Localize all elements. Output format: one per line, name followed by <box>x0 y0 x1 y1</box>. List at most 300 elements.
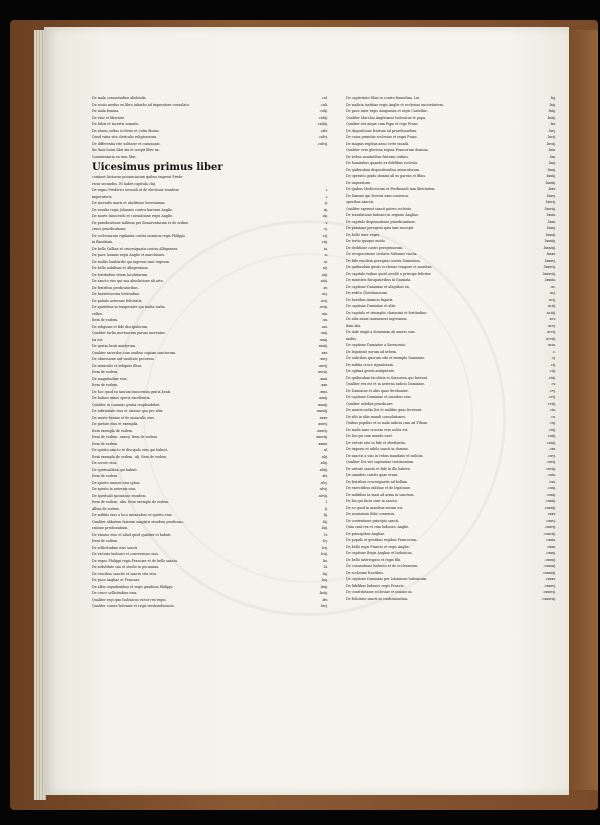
toc-entry-number: .cxxvij. <box>544 525 556 529</box>
toc-entry-title: De cruce sollicitudine eius. <box>92 591 138 595</box>
toc-entry-number: .ciiij. <box>547 375 556 380</box>
toc-entry-title: De captione Damiatae per Iohannem ludouicum. <box>346 577 428 581</box>
toc-entry-title: De praedicatione militum per Bonaventuram et de ordine. <box>92 220 190 225</box>
toc-entry-number: .cxj. <box>549 421 556 425</box>
toc-entry-title: Qualiter regi ipso ludouicus victor rex regni. <box>92 597 167 602</box>
toc-entry-number: .lxxj. <box>548 161 556 165</box>
toc-entry-number: .xxxv. <box>318 415 328 420</box>
toc-entry-number: .xxvj. <box>319 357 328 361</box>
toc-entry-title: De captivitate illius in contra ferandum. Lxi. <box>346 96 421 100</box>
toc-entry-number: .cxliij. <box>318 115 328 120</box>
toc-entry-number: .lxiij. <box>547 109 556 113</box>
toc-entry-number: .cxxxvj. <box>543 583 556 588</box>
toc-entry-number: .lvj. <box>321 539 328 543</box>
toc-entry-title: Quibus populus et in mala iudicia cum ad Filium. <box>346 421 429 425</box>
toc-entry-title: De bello nobilium et Albigensium. <box>92 266 149 270</box>
toc-entry-title: in flandriam. <box>92 240 114 244</box>
toc-entry-title: De contentione principis sancti. <box>346 518 400 523</box>
toc-entry-title: De fortitudine trium Iacobitarum. <box>92 272 149 277</box>
toc-entry-number: .xxxviij. <box>315 435 328 439</box>
toc-entry-number: .lxxxj. <box>546 226 556 230</box>
toc-entry-number: .xcvj. <box>547 323 556 328</box>
toc-entry-title: De spiritu iuniore eius iphus. <box>92 480 141 485</box>
toc-entry-title: Sic finis huius libri xix et incipit liber xx. <box>92 148 160 152</box>
toc-entry-number: .xxiij. <box>319 337 328 342</box>
toc-entry-number: .xxi. <box>321 324 328 329</box>
toc-entry-number: .lxviij. <box>545 141 556 146</box>
toc-entry-number: .xiiij. <box>319 279 328 283</box>
toc-entry-title: De regno Frederici secundi et de electione eiusdem <box>92 188 179 192</box>
toc-entry-title: De spiritualibus qui habuit. <box>92 467 138 472</box>
toc-entry-title: De pace Angliae et Franciae. <box>92 578 141 582</box>
toc-entry-number: .lxix. <box>548 148 556 152</box>
toc-entry-number: .lxxij. <box>547 167 556 172</box>
toc-entry-title: De albis cognitionibus et regis gaudium Philippi. <box>92 584 174 589</box>
toc-entry-number: .xliiij. <box>318 467 328 472</box>
toc-entry-title: De infirmitate eius et uisione qua pro aliis. <box>92 409 164 413</box>
toc-entry-title: De optima gentis antiquitate. <box>346 369 395 373</box>
toc-entry-title: De uirtute sancta et fide in illo habere. <box>346 466 411 471</box>
toc-entry-title: cruce praedicatione. <box>92 227 127 231</box>
toc-entry-title: De captione Damiatae et aliis. <box>346 304 397 308</box>
toc-entry-title: De translatione ludouici in regione Angliae. <box>346 213 419 217</box>
toc-entry-title: De reditu Christianorum. <box>346 291 389 295</box>
toc-entry-title: De bello Galliae et crucesignatis contra Albigenses. <box>92 246 179 251</box>
toc-entry-title: De Damiatae et aliis quae ferebantur. <box>346 388 409 393</box>
toc-entry-title: De captione Damiatae et aliquibus ea. <box>346 284 410 289</box>
toc-entry-number: .cxxj. <box>547 486 556 490</box>
toc-entry-number: .lxxiij. <box>545 174 556 178</box>
toc-entry-number: .cxxxj. <box>545 551 556 555</box>
toc-entry-number: .cxviij. <box>545 466 556 471</box>
toc-entry-number: .x. <box>324 253 328 257</box>
toc-entry-title: De eo quod in manibus eorum est. <box>346 505 404 510</box>
toc-entry-number: .xv. <box>322 285 328 290</box>
toc-entry-number: .xlviij. <box>317 493 328 498</box>
toc-entry-title: De magnitudine eius. <box>92 376 128 381</box>
toc-entry-title: De hominibus quando ex fidelibus ecclesia. <box>346 161 419 165</box>
toc-entry-title: De operatio gradu domini ab eo parens et filius. <box>346 174 427 178</box>
toc-entry-title: De malicia iustitiae regis Anglie et ecclesiae auctoritatem. <box>346 102 444 107</box>
toc-entry-title: De tertio quoque modo. <box>346 239 386 243</box>
toc-entry-number: .cxvj. <box>547 453 556 458</box>
toc-entry-title: Qualiter Marchio Anglicanus ludouicus et papa. <box>346 115 426 120</box>
toc-entry-number: .lj. <box>323 506 328 511</box>
toc-entry-number: .cxiij. <box>547 434 556 438</box>
toc-entry-number: .xx. <box>322 318 328 322</box>
toc-entry-number: .xcviij. <box>545 336 556 341</box>
toc-entry-number: .xvj. <box>321 292 328 296</box>
toc-entry-number: .c. <box>552 349 556 354</box>
toc-entry-number: .ix. <box>322 246 328 251</box>
toc-entry-title: De legatione eorum ad urbem. <box>346 349 398 354</box>
page-edge-right <box>568 30 598 790</box>
toc-entry-title: continet historias prouinciarum quibus imperat Frede- <box>92 175 184 179</box>
toc-entry-number: .lxxxiij. <box>544 239 556 243</box>
toc-entry-number: .cxx. <box>548 479 556 484</box>
toc-entry-number: .xl. <box>322 448 328 452</box>
toc-entry-title: De sorore eius. <box>92 461 118 465</box>
toc-entry-title: De sedulitate sua et studio in pecuniam. <box>92 565 160 569</box>
toc-entry-title: De conuentione ludouici et de ecclesiarum. <box>346 564 419 568</box>
toc-entry-title: De dispositione fratrum ad praedicandum. <box>346 128 418 133</box>
toc-entry-number: .v. <box>324 220 328 225</box>
toc-entry-number: .xxxiij. <box>317 402 328 407</box>
toc-entry-number: .lxxviij. <box>544 206 556 211</box>
toc-entry-number: .xxiiij. <box>317 344 328 348</box>
toc-entry-number: .cx. <box>550 414 556 419</box>
toc-entry-number: .lxxix. <box>546 213 556 217</box>
toc-entry-title: imperatoris. <box>92 194 113 199</box>
toc-entry-number: .cxlv. <box>319 128 328 133</box>
toc-entry-number: .lxij. <box>548 102 556 107</box>
toc-entry-title: De multis lombardis qui ingressi sunt regnum. <box>92 259 170 264</box>
toc-entry-title: De fide eiusdem peregrini contra Damiatam. <box>346 258 421 263</box>
toc-entry-title: De fratribus predicatoribus. <box>92 285 139 290</box>
toc-entry-title: Qualiter egerunt sancti patres ecclesie. <box>346 206 413 211</box>
toc-entry-title: De passione peregrini quia tam suscepit. <box>346 226 415 230</box>
toc-entry-title: De differentia vite solitarie et communis. <box>92 141 161 146</box>
toc-entry-title: De miraculis et reliquiis illius. <box>92 363 143 368</box>
toc-entry-number: .xlvij. <box>319 487 328 491</box>
toc-entry-number: .cxxxiiij. <box>542 570 556 575</box>
toc-entry-title: De visione eius et aliud quod qualiter et habuit. <box>92 532 172 537</box>
toc-entry <box>92 603 328 610</box>
toc-entry-title: De ecclesiae fructibus. <box>346 570 385 575</box>
toc-entry-number: .cxxxij. <box>544 557 556 562</box>
toc-entry-title: De tribus nouitatibus fratrum ordinis. <box>346 154 410 159</box>
toc-entry-number: .l. <box>324 500 328 504</box>
toc-entry-number: .lxxxij. <box>545 232 556 237</box>
toc-entry-title: De spiritu in aeternis eius. <box>92 487 137 491</box>
toc-entry-title: De iudicibus quorum sibi et exemplo Damiatae. <box>346 356 426 360</box>
toc-entry-title: De cuius primitiis ecclesiae et regni Franc. <box>346 135 419 139</box>
toc-entry-title: De spiritu sancto et discipulo eius qui habuit. <box>92 448 168 452</box>
toc-entry-title: De hostibus inimicis fugatis. <box>346 297 394 302</box>
toc-entry-title: De his qui cum mundo sunt. <box>346 434 393 438</box>
toc-entry-number: .iij. <box>322 207 328 212</box>
toc-entry-title: De populo et gentibus regibus Francorum. <box>346 538 418 542</box>
toc-entry-title: De hoc quod ea tantum innocentia gratia beati. <box>92 389 172 394</box>
toc-entry-title: De aliis annis inuenerunt ingressum. <box>346 317 408 321</box>
toc-entry-title: De regno Philippi regis Franciae et de bello sancto. <box>92 558 179 563</box>
toc-entry-title: De sociis modus ex libro iubarbo ad imperatore consulatu. <box>92 102 190 107</box>
toc-entry-title: De inde exigit a dominium ab amicis suis. <box>346 330 416 334</box>
toc-entry-number: .cxli. <box>320 102 328 107</box>
toc-entry-title: Item de eodem. .xxxvij. Item de eodem <box>92 435 157 439</box>
toc-entry-title: De incendio maris et abolitione heresiarum. <box>92 201 166 205</box>
toc-entry-number: .lxxvj. <box>546 193 556 198</box>
toc-entry-title: De bello interrogato et regis filii. <box>346 557 402 562</box>
toc-entry-title: De bello regis Francie et regis Anglie. <box>346 544 410 549</box>
toc-entry-number: .lxvij. <box>547 135 556 139</box>
toc-entry-number: .cxl. <box>321 96 328 100</box>
toc-entry-title: De religione et fide discipulorum. <box>92 324 149 329</box>
toc-entry-title: De omnibus castris quae erant. <box>346 473 399 477</box>
toc-entry-title: De haereticorum fortitudine. <box>92 292 141 296</box>
toc-entry-number: .xcvij. <box>546 330 556 334</box>
toc-entry-number: .cxxx. <box>546 544 556 549</box>
toc-entry-number: .xix. <box>321 311 328 316</box>
toc-entry-number: .cxiiij. <box>546 440 556 445</box>
toc-entry-number: .cxxiij. <box>545 499 556 503</box>
toc-entry-number: .xviij. <box>319 305 328 309</box>
toc-entry-title: Item de eodem. <box>92 383 119 387</box>
toc-entry-number: .xlij. <box>320 454 328 459</box>
toc-entry-number: .ciij. <box>548 369 556 373</box>
toc-entry-number: .xvij. <box>320 298 328 303</box>
toc-entry-number: .i. <box>324 188 328 192</box>
toc-entry-title: De mala femina. <box>92 109 120 113</box>
toc-entry-number: .cxxxvij. <box>542 590 556 594</box>
toc-entry-number: .cxxxiij. <box>543 564 556 568</box>
book-heading: Uicesimus primus liber <box>92 162 223 173</box>
toc-entry-number: .lxv. <box>549 122 556 126</box>
toc-entry-title: De magnis regibus anno certe mundi. <box>346 141 409 146</box>
toc-entry-title: De fidelibus ludouici regis Francie. <box>346 583 405 588</box>
toc-entry-number: .xxxiiij. <box>316 409 328 413</box>
toc-entry-number: .xxviij. <box>317 370 328 374</box>
toc-entry-number: .lx. <box>322 565 328 569</box>
toc-entry-title: Qualiter uolebat praedicare. <box>346 401 394 406</box>
toc-entry-number: .xxij. <box>320 331 328 335</box>
toc-entry-title: De mala consuetudine abolenda. <box>92 96 147 100</box>
toc-entry-number: .lxj. <box>549 96 556 100</box>
toc-entry-title: Item exempla de eodem. .xlj. Item de eodem <box>92 454 167 459</box>
toc-entry-title: De deditione castri peregrinorum. <box>346 245 404 250</box>
toc-entry-number: .xxv. <box>320 350 328 355</box>
toc-entry-title: Item de eodem. <box>92 318 119 322</box>
toc-entry-title: De vino et libertate. <box>92 115 126 120</box>
toc-entry-number: .lviij. <box>319 552 328 556</box>
toc-entry-title: De capitulo et triumpho clarissimi et fortitudine. <box>346 310 428 315</box>
toc-entry-number: .cxij. <box>548 427 556 432</box>
toc-entry-title: De sanctis a suis in rebus mandatis et iudiciis. <box>346 453 424 458</box>
toc-entry-title: De pietate eius et exemplis. <box>92 422 139 426</box>
toc-entry-title: De militia cruce signatorum. <box>346 362 394 367</box>
toc-entry-title: De imperatore. <box>346 180 372 185</box>
toc-entry-number: .xxvij. <box>318 363 328 368</box>
toc-entry-number: .lix. <box>321 558 328 563</box>
toc-entry-title: De spiritibus in tempestate qui multa turba. <box>92 305 166 309</box>
toc-entry-number: .cxlvij. <box>317 141 328 146</box>
toc-entry-title: tia est. <box>92 337 104 342</box>
toc-entry-number: .cvij. <box>548 395 556 399</box>
table-of-contents-right-column <box>346 95 556 602</box>
toc-entry-title: De quibusdam dispositionibus miraculorum. <box>346 167 420 172</box>
toc-entry-number: .xxxi. <box>319 389 328 394</box>
toc-entry-number: .lxvj. <box>548 128 556 133</box>
toc-entry-number: .cxxxviij. <box>541 596 556 601</box>
toc-entry-number: .cxxv. <box>546 512 556 516</box>
toc-entry-number: .cv. <box>550 382 556 386</box>
toc-entry-title: De malis sane crucem vero nobis est. <box>346 427 409 432</box>
toc-entry-number: .lxxxviij. <box>542 271 556 276</box>
toc-entry-number: .vj. <box>323 227 328 231</box>
toc-entry-number: .cix. <box>549 408 556 412</box>
continuation-line: Commentaria ea rum libri. <box>92 154 137 159</box>
toc-entry-number: .lij. <box>322 513 328 517</box>
toc-entry-number: .xcj. <box>549 291 556 295</box>
toc-entry-title: De victoria ludouici et conversione eius. <box>92 552 160 556</box>
toc-entry-title: Qualiter rex est et in aeterno iudicio Damiatae. <box>346 382 426 386</box>
toc-entry-title: Item de eodem. <box>92 441 119 446</box>
toc-entry-title: De captione Damiatae a Sarracenis. <box>346 343 407 347</box>
toc-entry-title: De quibusdam gestis ecclesiae tempore et moribus. <box>346 265 433 269</box>
toc-entry-title: De falsis et incertis somniis. <box>92 122 140 126</box>
toc-entry-number: .i. <box>324 194 328 199</box>
toc-entry-title: Qualiter turba mortuorum parum moventur. <box>92 331 166 335</box>
toc-entry-title: Qualiter vero gloriosa regina Francorum domina. <box>346 148 429 152</box>
toc-entry-title: De pace inter regis Aragonum et regis Castellae. <box>346 109 428 113</box>
toc-entry-number: .xxxij. <box>318 396 328 400</box>
toc-entry-title: operibus sanctis. <box>346 200 375 204</box>
toc-entry <box>346 596 556 603</box>
toc-entry-number: .xxx. <box>320 383 328 387</box>
toc-entry-number: .lxxx. <box>547 219 556 224</box>
toc-entry-number: .xxxvj. <box>317 422 328 426</box>
toc-entry-number: .lxxiiij. <box>544 180 556 185</box>
toc-entry-number: .cxxij. <box>546 492 556 497</box>
toc-entry-title: De capitulo turbae quod cecidit a principe feliciter. <box>346 271 432 276</box>
toc-entry-number: .cj. <box>551 356 556 360</box>
toc-entry-title: De exercitibus militiae et de legatione. <box>346 486 411 490</box>
toc-entry-title: Qualiter Dei viri sapientiae testimonium. <box>346 460 415 464</box>
toc-entry-title: Qualiter comes boloniae et regis treshandisensis. <box>92 604 175 608</box>
toc-entry-number: .lxxxvij. <box>543 265 556 269</box>
toc-entry-title: De misericordia Dei et malitiis quas fecerunt. <box>346 408 423 412</box>
toc-entry-number: .liij. <box>321 519 328 524</box>
toc-entry-title: maliis. <box>346 336 357 341</box>
toc-entry-title: ratione predicantium. <box>92 526 129 530</box>
toc-entry-title: Qualiter rex atque cum Papa et rege Franc. <box>346 122 419 126</box>
toc-entry-number: .xlvj. <box>320 480 328 485</box>
toc-entry-number: .lvij. <box>320 545 328 550</box>
toc-entry-number: .cxxiiij. <box>544 505 556 510</box>
toc-entry-number: .cxlij. <box>319 109 328 113</box>
toc-entry-number: .lxx. <box>549 154 556 159</box>
toc-entry-title: ricus secundus. Et habet capitula cliij. <box>92 181 156 186</box>
toc-entry-number: .xxxvij. <box>316 428 328 433</box>
table-of-contents-left-column <box>92 95 328 610</box>
toc-entry-number: .cxxix. <box>545 538 556 542</box>
toc-entry-number: .xc. <box>550 284 556 289</box>
toc-entry-title: De gratia beati martyrum. <box>92 344 136 348</box>
toc-entry-title: De felicitate sancti in confessionibus. <box>346 596 409 601</box>
toc-entry-title: De morte Innocentii et coronatione regis Anglie. <box>92 214 174 218</box>
toc-entry-title: De sancto viro qui sua absolutione ab arte. <box>92 279 164 283</box>
toc-entry-number: .xxix. <box>319 376 328 381</box>
toc-entry-title: Item de eodem. .xlix. Item exempla de eodem. <box>92 500 170 504</box>
toc-entry-number: .lxvj. <box>320 604 328 608</box>
toc-entry-title: cellae. <box>92 311 103 316</box>
toc-entry-number: .iiij. <box>321 214 328 218</box>
toc-entry-title: De virtute uite in fide et obedientia. <box>346 440 406 445</box>
toc-entry-number: .xcv. <box>548 317 556 321</box>
toc-entry-number: .xciiij. <box>546 310 556 315</box>
toc-entry-number: .lxij. <box>320 578 328 582</box>
toc-entry-title: De spirituali sponsione eiusdem. <box>92 493 147 498</box>
toc-entry-number: .lxiiij. <box>318 591 328 595</box>
toc-entry-number: .xciij. <box>547 304 556 308</box>
toc-entry-title: De sibi in aliis mundi consolationes. <box>346 414 407 419</box>
toc-entry-title: De capitulo dispensatione praedicantium. <box>346 219 416 224</box>
toc-entry-number: .cij. <box>549 362 556 367</box>
toc-entry-number: .cxv. <box>548 447 556 451</box>
toc-entry-number: .xi. <box>322 259 328 264</box>
toc-entry-title: De militibus in mari ad arma in sanctum. <box>346 492 415 497</box>
toc-entry-number: .cvj. <box>549 388 556 393</box>
toc-entry-title: De quibusdam Iacobitis et Saracenis qui fuerunt. <box>346 375 429 380</box>
toc-entry-title: Qualiter sacerdos cum ossibus copiam sanctorum. <box>92 350 177 355</box>
toc-entry-title: Item de eodem. <box>92 370 119 374</box>
toc-entry-title: De crucibus sanctis et sancta vita eius. <box>92 571 158 576</box>
toc-entry-number: .lxxv. <box>547 187 556 191</box>
toc-entry-number: .cxix. <box>547 473 556 477</box>
toc-entry-title: De captione Damiatae et omnibus eius. <box>346 395 412 399</box>
toc-entry-number: .lxv. <box>321 597 328 602</box>
toc-entry-number: .cxxviij. <box>543 531 556 536</box>
toc-entry-title: De Simone qui fecerat eam consensu. <box>346 193 410 198</box>
toc-entry-title: De sollicitudine eius sancti. <box>92 545 139 550</box>
toc-entry-title: Qualiter in conuiuio gratia resplendebat. <box>92 402 161 407</box>
toc-entry-title: De principibus Angliae. <box>346 531 386 536</box>
toc-entry-title: Quia sunt rex et cum ludouico Anglie. <box>346 525 410 529</box>
toc-entry-number: .liiij. <box>320 526 328 530</box>
toc-entry-number: .cxlvj. <box>318 135 328 139</box>
toc-entry-title: De militiis eius a loco miraculoso et spiritu eius. <box>92 513 173 517</box>
toc-entry-title: De obsessione aut vastitate pecorum. <box>92 357 155 361</box>
toc-entry-number: .xliij. <box>319 461 328 465</box>
toc-entry-number: .cxvij. <box>546 460 556 464</box>
toc-entry-number: .lxxxix. <box>544 278 556 282</box>
toc-entry-number: .lxiij. <box>319 584 328 589</box>
toc-entry-number: .xlv. <box>321 474 328 478</box>
toc-entry-title: dam alia. <box>346 323 362 328</box>
toc-entry-title: De imperio et iubilo sancti in domino. <box>346 447 409 451</box>
toc-entry-number: .xij. <box>321 266 328 270</box>
toc-entry-number: .cxxxv. <box>545 577 556 581</box>
toc-entry-number: .lxxxvj. <box>544 258 556 263</box>
toc-entry-title: Quod varia vita clericalis religiosorum. <box>92 135 158 139</box>
toc-entry-number: .ij. <box>323 201 328 205</box>
toc-entry-number: .lxxxiiij. <box>543 245 556 250</box>
toc-entry-number: .lv. <box>323 532 328 537</box>
toc-entry-title: De pabulo aeternae felicitatis. <box>92 298 143 303</box>
toc-entry-title: De quibus Mediceorum et Ferdinandi tam libertatem. <box>346 187 436 191</box>
toc-entry-title: De captione Regis Angliae et ludouicus. <box>346 551 413 555</box>
toc-entry-title: Item de eodem. <box>92 539 119 543</box>
toc-entry-title: De ministris dissipatoribus in Damiata. <box>346 278 412 282</box>
toc-entry-number: .xiij. <box>320 272 328 277</box>
toc-entry-number: .lxj. <box>321 571 328 576</box>
toc-entry-number: .lxiiij. <box>546 115 556 120</box>
toc-entry-title: De pace Ioannis regis Anglie et marchionis. <box>92 253 165 257</box>
toc-entry-number: .xcix. <box>547 343 556 347</box>
toc-entry-title: De fratribus crucesignatis ad bellum. <box>346 479 409 484</box>
toc-entry-title: Item exempla de eodem. <box>92 428 134 433</box>
toc-entry-number: .xxxix. <box>317 441 328 446</box>
toc-entry-number: .lxxxv. <box>545 252 556 256</box>
toc-entry-number: .xcij. <box>548 297 556 302</box>
toc-entry-title: Albus de eodem. <box>92 506 120 511</box>
toc-entry-title: De vesalia regis Johannis contra barones Anglie. <box>92 207 174 212</box>
toc-entry-title: Qualiter abbatem fratrum magistri eiusdem predicans. <box>92 519 184 524</box>
toc-entry-title: De constitutione ecclesiae et uisione in. <box>346 590 413 594</box>
toc-entry-number: .viij. <box>320 240 328 244</box>
toc-entry-title: De balneo unius operis excellentia. <box>92 396 151 400</box>
toc-entry-title: Item de eodem. <box>92 474 119 478</box>
